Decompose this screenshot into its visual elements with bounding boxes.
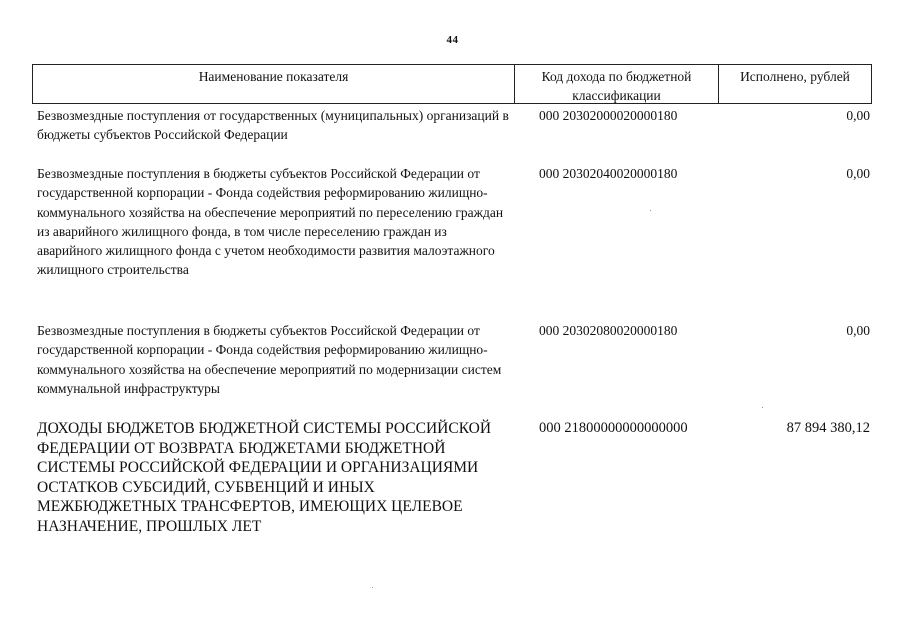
row-executed-amount: 87 894 380,12 bbox=[786, 420, 870, 436]
row-indicator-name: ДОХОДЫ БЮДЖЕТОВ БЮДЖЕТНОЙ СИСТЕМЫ РОССИЙСКОЙ ФЕДЕРАЦИИ ОТ ВОЗВРАТА БЮДЖЕТАМИ БЮДЖЕТНОЙ СИСТЕМЫ РОССИЙСКОЙ ФЕДЕРАЦИИ И ОРГАНИЗАЦИЯМИ ОСТАТКОВ СУБСИДИЙ, СУБВЕНЦИЙ И ИНЫХ МЕЖБЮДЖЕТНЫХ ТРАНСФЕРТОВ, ИМЕЮЩИХ ЦЕЛЕВОЕ НАЗНАЧЕНИЕ, ПРОШЛЫХ ЛЕТ bbox=[37, 420, 492, 535]
row-budget-code: 000 21800000000000000 bbox=[539, 420, 688, 436]
row-executed-amount: 0,00 bbox=[846, 108, 870, 123]
row-budget-code: 000 20302000020000180 bbox=[539, 108, 678, 123]
header-indicator-name: Наименование показателя bbox=[33, 65, 515, 103]
row-budget-code: 000 20302080020000180 bbox=[539, 323, 678, 338]
scan-speck bbox=[762, 407, 763, 408]
scan-speck bbox=[650, 210, 651, 211]
row-indicator-name: Безвозмездные поступления от государственных (муниципальных) организаций в бюджеты субъектов Российской Федерации bbox=[37, 108, 509, 143]
row-budget-code: 000 20302040020000180 bbox=[539, 166, 678, 181]
row-indicator-name: Безвозмездные поступления в бюджеты субъектов Российской Федерации от государственной корпорации - Фонда содействия реформированию жилищно-коммунального хозяйства на обеспечение мероприятий по модернизации систем коммунальной инфраструктуры bbox=[37, 323, 502, 396]
header-executed-amount: Исполнено, рублей bbox=[740, 69, 850, 84]
row-indicator-name: Безвозмездные поступления в бюджеты субъектов Российской Федерации от государственной корпорации - Фонда содействия реформированию жилищно-коммунального хозяйства на обеспечение мероприятий по переселению граждан из аварийного жилищного фонда, в том числе переселению граждан из аварийного жилищного фонда с учетом необходимости развития малоэтажного жилищного строительства bbox=[37, 166, 504, 278]
page-number: 44 bbox=[446, 34, 459, 46]
scan-speck bbox=[372, 587, 373, 588]
row-executed-amount: 0,00 bbox=[846, 166, 870, 181]
row-executed-amount: 0,00 bbox=[846, 323, 870, 338]
header-budget-code: Код дохода по бюджетной классификации bbox=[515, 65, 719, 103]
table-header bbox=[32, 64, 872, 104]
